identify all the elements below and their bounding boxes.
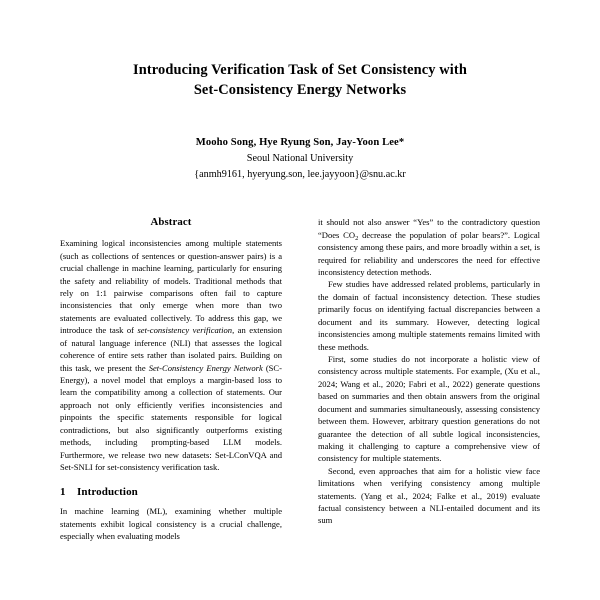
section-title: Introduction [77, 486, 138, 499]
affiliation: Seoul National University [246, 152, 354, 164]
paper-title-line-2: Set-Consistency Energy Networks [193, 82, 407, 99]
right-paragraph-1-part-1: it should not also answer “Yes” to the contradictory question “Does CO [318, 217, 540, 240]
right-paragraph-1-part-2: decrease the population of polar bears?”. Logical consistency among these pairs, and more broadly within a set, is required for reliability and underscores the need for effective inconsistency detection methods. [318, 229, 540, 278]
abstract-text-part-3: (SC-Energy), a novel model that employs a margin-based loss to learn the compatibility among a collection of statements. Our approach not only efficiently verifies inconsistencies and pinpoints the specific statements responsible for logical contradictions, but also significantly outperforms existing methods, including prompting-based LLM models. Furthermore, we release two new datasets: Set-LConVQA and Set-SNLI for set-consistency verification task. [60, 362, 282, 472]
abstract-paragraph [60, 237, 282, 473]
two-column-body [60, 216, 540, 600]
authors-block [60, 135, 540, 182]
left-column [60, 216, 282, 600]
abstract-italic-term-1: set-consistency verification [137, 325, 233, 336]
page-title [60, 60, 540, 101]
author-emails: {anmh9161, hyeryung.son, lee.jayyoon}@snu.ac.kr [194, 168, 406, 180]
right-paragraph-3: First, some studies do not incorporate a holistic view of consistency across multiple statements. For example, (Xu et al., 2024; Wang et al., 2020; Fabri et al., 2022) generate questions based on summaries and then obtain answers from the original document and summaries simultaneously, assessing consistency between them. However, arbitrary question generations do not guarantee the detection of all subtle logical inconsistencies, making it challenging to capture a comprehensive view of consistency for multiple statements. [318, 354, 540, 464]
author-list: Mooho Song, Hye Ryung Son, Jay-Yoon Lee* [195, 136, 405, 148]
abstract-heading: Abstract [150, 216, 192, 229]
right-paragraph-4: Second, even approaches that aim for a holistic view face limitations when verifying consistency among multiple statements. (Yang et al., 2024; Falke et al., 2019) evaluate factual consistency between a NLI-entailed document and its sum [318, 465, 540, 526]
abstract-italic-term-2: Set-Consistency Energy Network [148, 362, 263, 373]
co2-subscript: 2 [355, 234, 359, 242]
abstract-text-part-1: Examining logical inconsistencies among multiple statements (such as collections of sentences or question-answer pairs) is a crucial challenge in machine learning, particularly for ensuring the safety and reliability of models. Traditional methods that rely on 1:1 pairwise comparisons often fail to capture inconsistencies that only emerge when more than two statements are evaluated collectively. To address this gap, we introduce the task of [60, 238, 282, 336]
introduction-paragraph: In machine learning (ML), examining whether multiple statements exhibit logical consistency is a crucial challenge, especially when evaluating models [60, 506, 282, 542]
paper-title-line-1: Introducing Verification Task of Set Consistency with [133, 62, 467, 78]
right-paragraph-1 [318, 216, 540, 278]
section-number: 1 [60, 486, 66, 499]
right-column [318, 216, 540, 600]
abstract-text-part-2: , an extension of natural language inference (NLI) that assesses the logical coherence of entire sets rather than isolated pairs. Building on this task, we present the [60, 325, 282, 373]
right-paragraph-2: Few studies have addressed related problems, particularly in the domain of factual inconsistency detection. These studies primarily focus on identifying factual discrepancies between a document and its summary. However, detecting logical inconsistencies among multiple statements remains limited with these methods. [318, 279, 540, 352]
title-block [60, 0, 540, 101]
section-heading-introduction [60, 486, 282, 498]
